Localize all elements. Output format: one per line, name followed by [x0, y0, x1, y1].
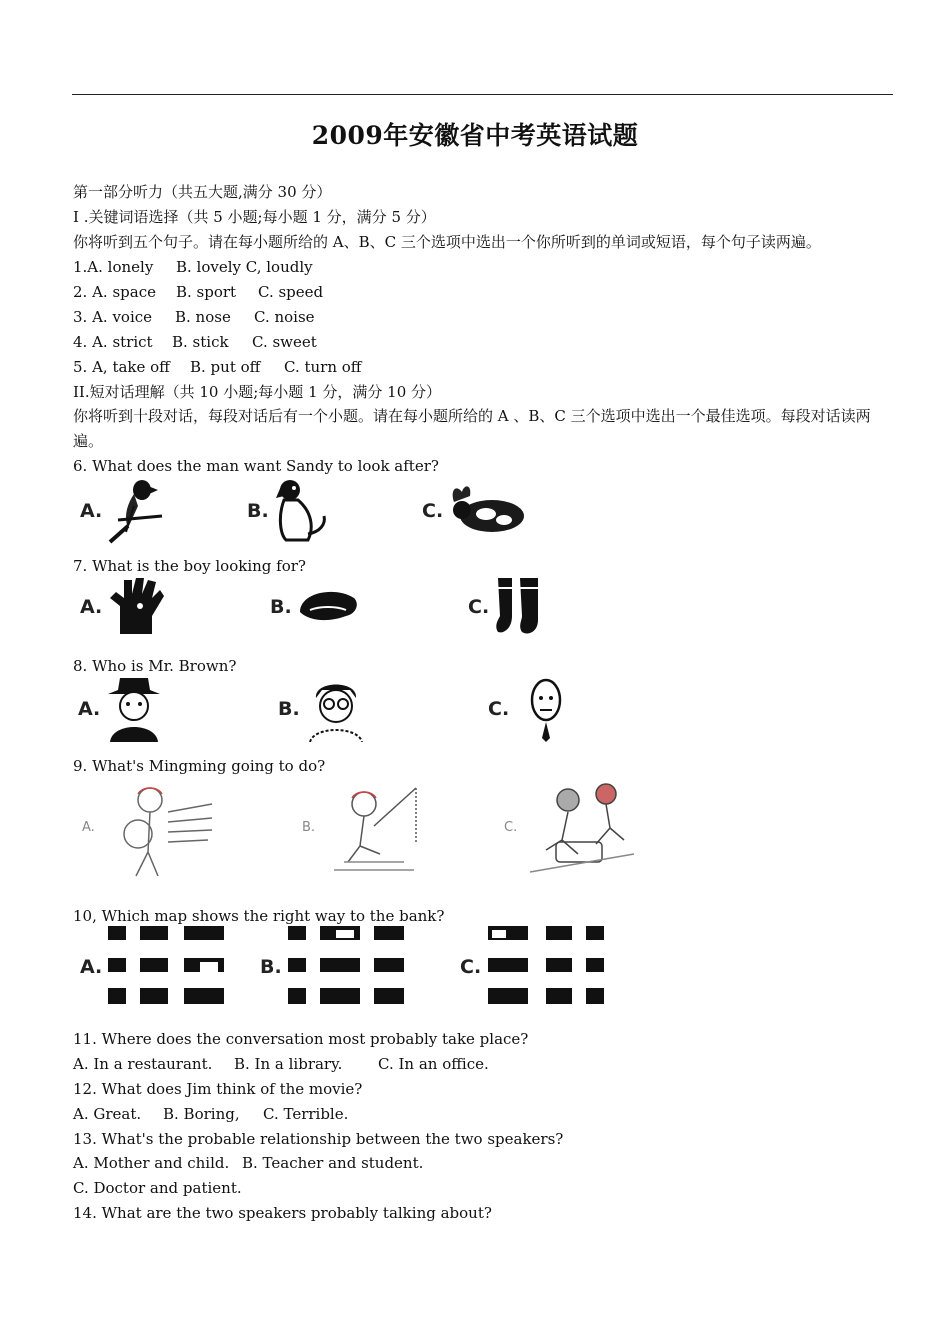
q14-text: 14. What are the two speakers probably talking about?: [73, 1204, 492, 1222]
q11-option-a: A. In a restaurant.: [73, 1055, 213, 1073]
boy-playing-ball-icon: [108, 782, 218, 880]
cap-icon: [296, 584, 362, 624]
q4-option-c: C. sweet: [252, 333, 317, 351]
q2-option-b: B. sport: [176, 283, 237, 301]
q13-option-c: C. Doctor and patient.: [73, 1179, 242, 1197]
q12-option-a: A. Great.: [73, 1105, 142, 1123]
part1-heading: 第一部分听力（共五大题,满分 30 分）: [73, 183, 332, 201]
q6-label-a: A.: [80, 500, 103, 522]
q11-option-c: C. In an office.: [378, 1055, 489, 1073]
boy-fishing-icon: [324, 782, 424, 880]
q8-label-a: A.: [78, 698, 101, 720]
man-with-hat-icon: [104, 676, 164, 742]
section2-instruction: 你将听到十段对话，每段对话后有一个小题。请在每小题所给的 A 、B、C 三个选项中选出一个最佳选项。每段对话读两遍。: [73, 407, 871, 450]
map-c-icon: [488, 926, 604, 1004]
q5-option-a: 5. A, take off: [73, 358, 170, 376]
kids-playing-icon: [526, 780, 638, 880]
q12-option-b: B. Boring,: [163, 1105, 240, 1123]
parrot-icon: [104, 476, 164, 544]
q9-label-c: C.: [504, 820, 518, 835]
q8-label-c: C.: [488, 698, 510, 720]
q11-text: 11. Where does the conversation most probably take place?: [73, 1030, 529, 1048]
q6-label-b: B.: [247, 500, 269, 522]
q3-option-a: 3. A. voice: [73, 308, 153, 326]
q10-label-a: A.: [80, 956, 103, 978]
bald-man-icon: [524, 676, 568, 742]
q8-text: 8. Who is Mr. Brown?: [73, 657, 237, 675]
q5-option-c: C. turn off: [284, 358, 362, 376]
section1-heading: I .关键词语选择（共 5 小题;每小题 1 分，满分 5 分）: [73, 208, 436, 226]
q13-option-a: A. Mother and child.: [73, 1154, 230, 1172]
q12-option-c: C. Terrible.: [263, 1105, 349, 1123]
q4-option-b: B. stick: [172, 333, 229, 351]
map-a-icon: [108, 926, 224, 1004]
q13-option-b: B. Teacher and student.: [242, 1154, 424, 1172]
section1-instruction: 你将听到五个句子。请在每小题所给的 A、B、C 三个选项中选出一个你所听到的单词或短语，每个句子读两遍。: [73, 233, 821, 251]
q9-text: 9. What's Mingming going to do?: [73, 757, 326, 775]
top-rule: [72, 94, 893, 95]
socks-icon: [494, 576, 544, 636]
q1-option-b: B. lovely C, loudly: [176, 258, 313, 276]
q11-option-b: B. In a library.: [234, 1055, 343, 1073]
q7-text: 7. What is the boy looking for?: [73, 557, 306, 575]
q6-label-c: C.: [422, 500, 444, 522]
q10-label-c: C.: [460, 956, 482, 978]
q2-option-a: 2. A. space: [73, 283, 156, 301]
q2-option-c: C. speed: [258, 283, 324, 301]
q9-label-a: A.: [82, 820, 95, 835]
q8-label-b: B.: [278, 698, 300, 720]
q4-option-a: 4. A. strict: [73, 333, 153, 351]
page-title: 2009年安徽省中考英语试题: [311, 121, 639, 150]
q9-label-b: B.: [302, 820, 316, 835]
glove-icon: [106, 576, 166, 636]
q7-label-a: A.: [80, 596, 103, 618]
q5-option-b: B. put off: [190, 358, 261, 376]
q10-label-b: B.: [260, 956, 282, 978]
q6-text: 6. What does the man want Sandy to look after?: [73, 457, 439, 475]
q13-text: 13. What's the probable relationship between the two speakers?: [73, 1130, 564, 1148]
q3-option-b: B. nose: [175, 308, 231, 326]
q7-label-c: C.: [468, 596, 490, 618]
q12-text: 12. What does Jim think of the movie?: [73, 1080, 363, 1098]
map-b-icon: [288, 926, 404, 1004]
man-with-glasses-icon: [304, 676, 368, 742]
rabbit-icon: [446, 480, 526, 536]
section2-heading: II.短对话理解（共 10 小题;每小题 1 分，满分 10 分）: [73, 383, 441, 401]
q7-label-b: B.: [270, 596, 292, 618]
q3-option-c: C. noise: [254, 308, 315, 326]
q1-option-a: 1.A. lonely: [73, 258, 154, 276]
dog-icon: [268, 476, 332, 544]
q10-text: 10, Which map shows the right way to the bank?: [73, 907, 445, 925]
